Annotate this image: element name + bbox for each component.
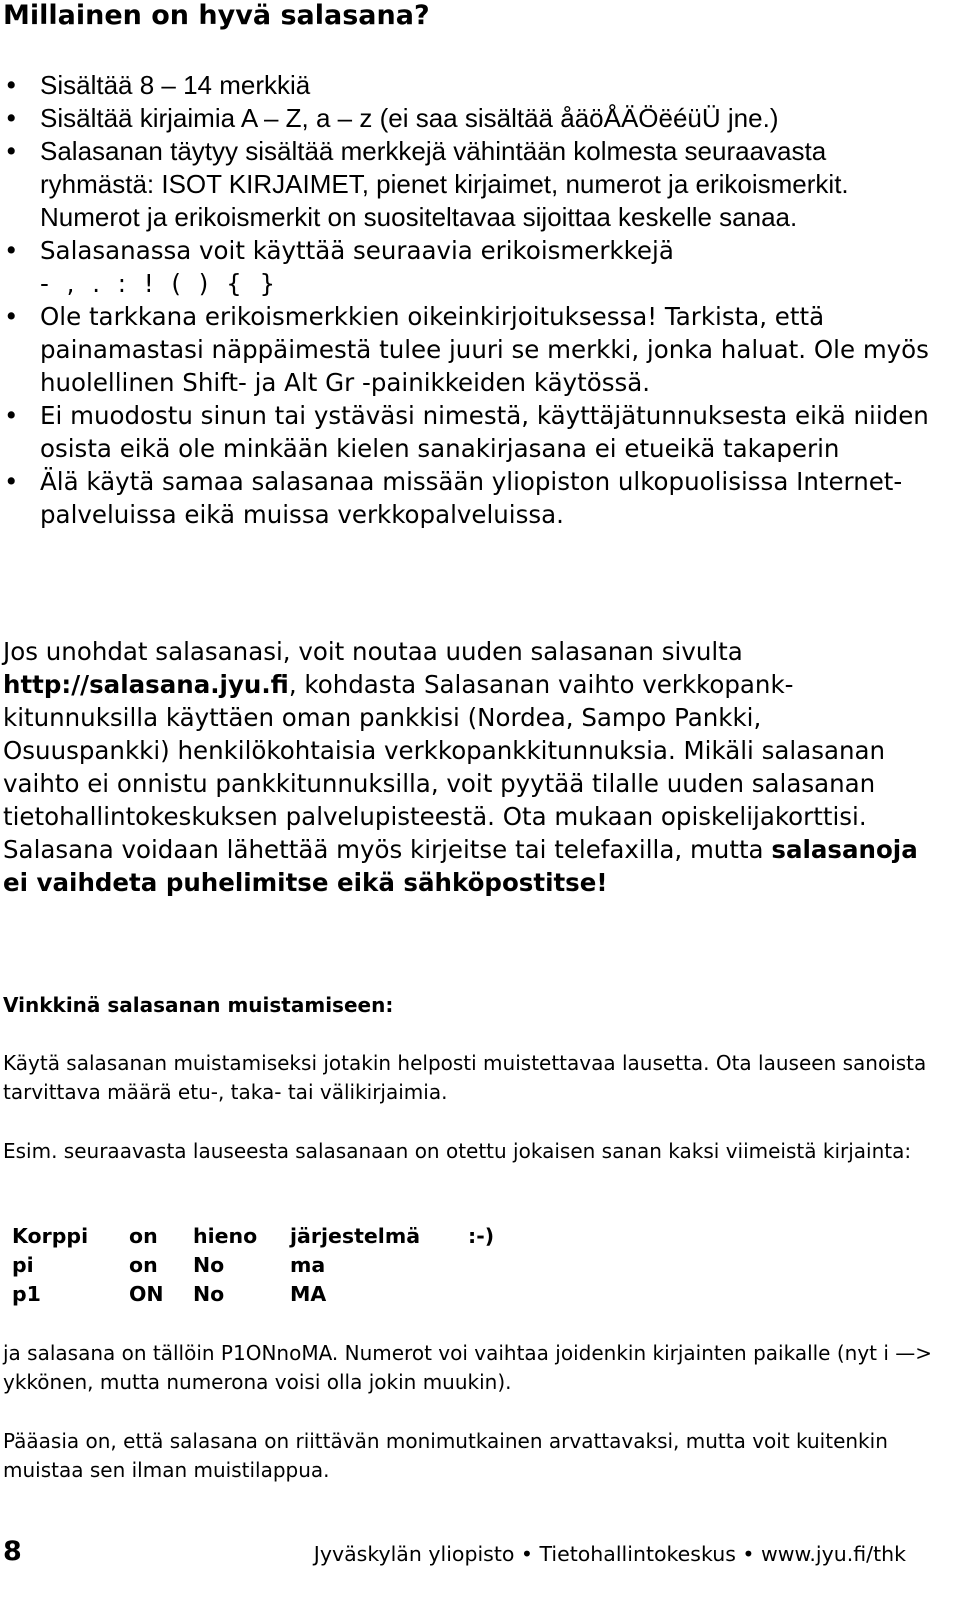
table-cell: Korppi xyxy=(12,1224,89,1248)
bullet-icon: • xyxy=(4,104,19,133)
bullet-icon: • xyxy=(4,137,19,166)
table-cell xyxy=(468,1280,514,1309)
page-number: 8 xyxy=(3,1536,22,1567)
rule-text: Ole tarkkana erikoismerkkien oikeinkirjoituksessa! Tarkista, että painamastasi näppäimestä tulee juuri se merkki, jonka haluat. Ole myös huolellinen Shift- ja Alt Gr -painikkeiden käytössä. xyxy=(40,302,929,397)
table-cell: pi xyxy=(12,1253,34,1277)
table-cell: on xyxy=(129,1224,158,1248)
list-item xyxy=(0,234,930,300)
table-cell: :-) xyxy=(468,1224,495,1248)
table-cell: MA xyxy=(290,1282,327,1306)
special-characters: - , . : ! ( ) { } xyxy=(40,269,281,298)
table-cell: No xyxy=(193,1253,225,1277)
list-item xyxy=(0,69,930,102)
password-reset-url: http://salasana.jyu.fi xyxy=(3,670,289,699)
page-title: Millainen on hyvä salasana? xyxy=(3,0,430,31)
forgot-intro: Jos unohdat salasanasi, voit noutaa uuden salasanan sivulta xyxy=(3,637,743,666)
tip-paragraph: Pääasia on, että salasana on riittävän monimutkainen arvattavaksi, mutta voit kuitenkin muistaa sen ilman muistilappua. xyxy=(3,1429,888,1482)
password-example-table xyxy=(12,1222,514,1309)
bullet-icon: • xyxy=(4,401,19,430)
forgot-warning: salasanoja ei vaihdeta puhelimitse eikä sähköpostitse! xyxy=(3,835,918,897)
rule-text: Sisältää 8 – 14 merkkiä xyxy=(40,70,311,100)
table-cell: hieno xyxy=(193,1224,258,1248)
list-item xyxy=(0,300,930,399)
rule-text: Sisältää kirjaimia A – Z, a – z (ei saa sisältää åäöÅÄÖëéüÜ jne.) xyxy=(40,103,779,133)
rule-text: Älä käytä samaa salasanaa missään yliopiston ulkopuolisissa Internet-palveluissa eikä muissa verkkopalveluissa. xyxy=(40,467,903,529)
table-cell: No xyxy=(193,1282,225,1306)
table-cell: ma xyxy=(290,1253,326,1277)
table-row xyxy=(12,1280,514,1309)
bullet-icon: • xyxy=(4,302,19,331)
rule-text: Ei muodostu sinun tai ystäväsi nimestä, käyttäjätunnuksesta eikä niiden osista eikä ole minkään kielen sanakirjasana ei etueikä takaperin xyxy=(40,401,929,463)
rule-text: Salasanan täytyy sisältää merkkejä vähintään kolmesta seuraavasta ryhmästä: ISOT KIRJAIMET, pienet kirjaimet, numerot ja erikoismerkit. Numerot ja erikoismerkit on suositeltavaa sijoittaa keskelle sanaa. xyxy=(40,136,849,232)
example-intro: Esim. seuraavasta lauseesta salasanaan on otettu jokaisen sanan kaksi viimeistä kirjainta: xyxy=(3,1139,912,1163)
forgot-password-paragraph xyxy=(3,635,933,899)
list-item xyxy=(0,399,930,465)
list-item xyxy=(0,102,930,135)
tip-paragraph: Käytä salasanan muistamiseksi jotakin helposti muistettavaa lausetta. Ota lauseen sanoista tarvittava määrä etu-, taka- tai välikirjaimia. xyxy=(3,1051,927,1104)
table-cell xyxy=(468,1251,514,1280)
table-cell: on xyxy=(129,1253,158,1277)
table-cell: järjestelmä xyxy=(290,1224,421,1248)
table-row xyxy=(12,1251,514,1280)
tips-heading: Vinkkinä salasanan muistamiseen: xyxy=(3,993,394,1017)
table-cell: p1 xyxy=(12,1282,41,1306)
table-cell: ON xyxy=(129,1282,164,1306)
bullet-icon: • xyxy=(4,467,19,496)
footer-text: Jyväskylän yliopisto • Tietohallintokeskus • www.jyu.fi/thk xyxy=(313,1542,906,1566)
bullet-icon: • xyxy=(4,71,19,100)
page-footer xyxy=(0,1530,930,1574)
forgot-body: , kohdasta Salasanan vaihto verkkopankkitunnuksilla käyttäen oman pankkisi (Nordea, Sampo Pankki, Osuuspankki) henkilökohtaisia verkkopankkitunnuksia. Mikäli salasanan vaihto ei onnistu pankkitunnuksilla, voit pyytää tilalle uuden salasanan tietohallintokeskuksen palvelupisteestä. Ota mukaan opiskelijakorttisi. Salasana voidaan lähettää myös kirjeitse tai telefaxilla, mutta xyxy=(3,670,886,864)
table-row xyxy=(12,1222,514,1251)
rule-text: Salasanassa voit käyttää seuraavia erikoismerkkejä xyxy=(40,236,674,265)
password-rules-list xyxy=(0,69,930,531)
bullet-icon: • xyxy=(4,236,19,265)
tip-paragraph: ja salasana on tällöin P1ONnoMA. Numerot voi vaihtaa joidenkin kirjainten paikalle (nyt i —> ykkönen, mutta numerona voisi olla jokin muukin). xyxy=(3,1341,933,1394)
list-item xyxy=(0,465,930,531)
list-item xyxy=(0,135,930,234)
